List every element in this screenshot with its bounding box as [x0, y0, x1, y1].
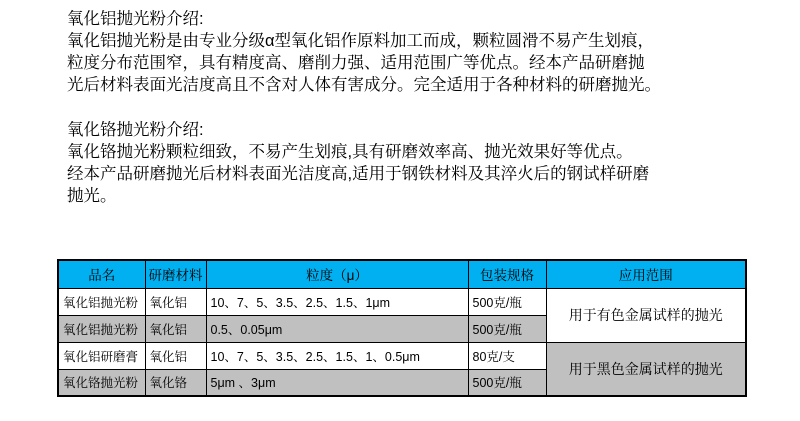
cell-application-ferrous: 用于黑色金属试样的抛光	[546, 342, 746, 396]
table-header-row	[58, 260, 746, 288]
table-row	[58, 342, 746, 369]
text-line: 经本产品研磨抛光后材料表面光洁度高,适用于钢铁材料及其淬火后的钢试样研磨	[67, 165, 650, 183]
cell-material: 氧化铝	[145, 315, 206, 342]
column-header-application-scope: 应用范围	[546, 260, 746, 288]
cell-granularity: 0.5、0.05μm	[206, 315, 468, 342]
cell-granularity: 10、7、5、3.5、2.5、1.5、1μm	[206, 288, 468, 315]
text-line: 氧化铝抛光粉是由专业分级α型氧化铝作原料加工而成，颗粒圆滑不易产生划痕，	[67, 32, 655, 50]
text-line: 抛光。	[67, 187, 117, 205]
cell-material: 氧化铬	[145, 369, 206, 396]
cell-material: 氧化铝	[145, 288, 206, 315]
text-line: 氧化铬抛光粉颗粒细致，不易产生划痕,具有研磨效率高、抛光效果好等优点。	[67, 143, 633, 161]
cell-granularity: 5μm 、3μm	[206, 369, 468, 396]
product-spec-table	[57, 259, 747, 397]
text-line: 光后材料表面光洁度高且不含对人体有害成分。完全适用于各种材料的研磨抛光。	[67, 76, 661, 94]
cell-product-name: 氧化铝研磨膏	[58, 342, 145, 369]
cell-application-nonferrous: 用于有色金属试样的抛光	[546, 288, 746, 342]
text-line: 粒度分布范围窄，具有精度高、磨削力强、适用范围广等优点。经本产品研磨抛	[67, 54, 645, 72]
alumina-intro-paragraph	[67, 8, 777, 96]
alumina-intro-title: 氧化铝抛光粉介绍:	[67, 10, 204, 28]
cell-package: 500克/瓶	[468, 369, 546, 396]
cell-product-name: 氧化铬抛光粉	[58, 369, 145, 396]
cell-product-name: 氧化铝抛光粉	[58, 288, 145, 315]
column-header-abrasive-material: 研磨材料	[145, 260, 206, 288]
column-header-granularity: 粒度（μ）	[206, 260, 468, 288]
cell-material: 氧化铝	[145, 342, 206, 369]
cell-package: 500克/瓶	[468, 288, 546, 315]
cell-product-name: 氧化铝抛光粉	[58, 315, 145, 342]
cell-package: 80克/支	[468, 342, 546, 369]
column-header-package-spec: 包装规格	[468, 260, 546, 288]
cell-granularity: 10、7、5、3.5、2.5、1.5、1、0.5μm	[206, 342, 468, 369]
column-header-product-name: 品名	[58, 260, 145, 288]
table-row	[58, 288, 746, 315]
chromia-intro-paragraph	[67, 119, 777, 207]
cell-package: 500克/瓶	[468, 315, 546, 342]
chromia-intro-title: 氧化铬抛光粉介绍:	[67, 121, 204, 139]
